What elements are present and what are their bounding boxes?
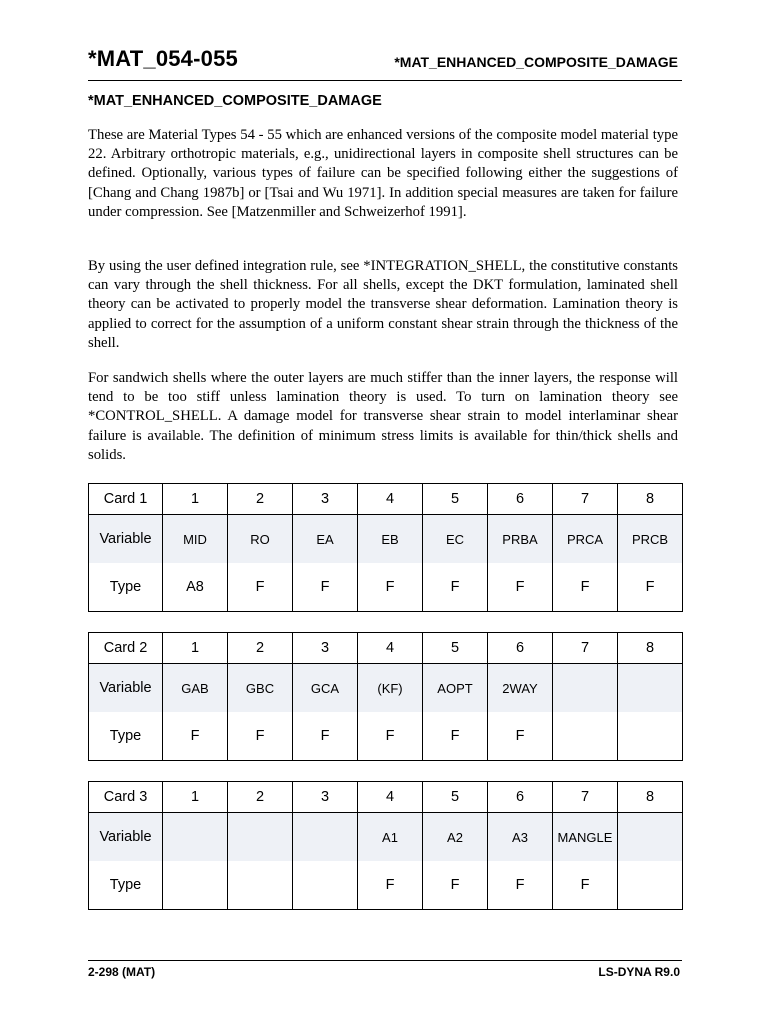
column-number: 6	[488, 633, 553, 664]
variable-cell	[553, 664, 618, 713]
card-3-table	[88, 781, 683, 910]
type-cell: F	[423, 712, 488, 761]
type-cell: F	[488, 861, 553, 910]
column-number: 7	[553, 484, 618, 515]
type-row	[89, 712, 683, 761]
header-section-id: *MAT_054-055	[88, 46, 238, 71]
column-number: 7	[553, 633, 618, 664]
column-number: 8	[618, 484, 683, 515]
column-number: 8	[618, 782, 683, 813]
column-number: 4	[358, 633, 423, 664]
column-number: 1	[163, 782, 228, 813]
column-number: 7	[553, 782, 618, 813]
type-cell: F	[293, 563, 358, 612]
type-cell: F	[553, 861, 618, 910]
type-cell: F	[553, 563, 618, 612]
variable-label: Variable	[89, 515, 163, 564]
page-footer	[88, 960, 682, 983]
variable-row	[89, 813, 683, 862]
card-label: Card 2	[89, 633, 163, 664]
column-number: 3	[293, 484, 358, 515]
column-number: 4	[358, 782, 423, 813]
paragraph-integration: By using the user defined integration rule, see *INTEGRATION_SHELL, the constitutive constants can vary through the shell thickness. For all shells, except the DKT formulation, laminated shell theory can be activated to properly model the transverse shear deformation. Lamination theory is applied to correct for the assumption of a uniform constant shear strain through the thickness of the shell.	[88, 258, 678, 351]
variable-cell: A3	[488, 813, 553, 862]
variable-cell: A2	[423, 813, 488, 862]
type-cell	[293, 861, 358, 910]
column-number: 4	[358, 484, 423, 515]
column-number: 5	[423, 633, 488, 664]
variable-cell: PRCA	[553, 515, 618, 564]
type-cell: A8	[163, 563, 228, 612]
variable-cell: EB	[358, 515, 423, 564]
paragraph-sandwich: For sandwich shells where the outer layers are much stiffer than the inner layers, the response will tend to be too stiff unless lamination theory is used. To turn on lamination theory see *CONTROL_SHELL. A damage model for transverse shear strain to model interlaminar shear failure is available. The definition of minimum stress limits is available for thin/thick shells and solids.	[88, 370, 678, 463]
type-cell: F	[163, 712, 228, 761]
type-cell: F	[488, 563, 553, 612]
header-keyword: *MAT_ENHANCED_COMPOSITE_DAMAGE	[394, 54, 678, 70]
variable-cell	[293, 813, 358, 862]
card-label: Card 3	[89, 782, 163, 813]
type-cell: F	[358, 712, 423, 761]
type-label: Type	[89, 563, 163, 612]
variable-cell	[618, 813, 683, 862]
variable-cell: RO	[228, 515, 293, 564]
variable-row	[89, 515, 683, 564]
type-cell: F	[293, 712, 358, 761]
column-number: 1	[163, 633, 228, 664]
type-cell	[228, 861, 293, 910]
type-cell: F	[358, 563, 423, 612]
column-number: 1	[163, 484, 228, 515]
card-label: Card 1	[89, 484, 163, 515]
card-header-row	[89, 633, 683, 664]
variable-cell	[618, 664, 683, 713]
variable-cell	[228, 813, 293, 862]
column-number: 2	[228, 633, 293, 664]
column-number: 2	[228, 782, 293, 813]
column-number: 5	[423, 484, 488, 515]
type-cell	[618, 712, 683, 761]
variable-cell: AOPT	[423, 664, 488, 713]
type-cell	[163, 861, 228, 910]
column-number: 2	[228, 484, 293, 515]
paragraph-intro: These are Material Types 54 - 55 which are enhanced versions of the composite model material type 22. Arbitrary orthotropic materials, e.g., unidirectional layers in composite shell structures can be defined. Optionally, various types of failure can be specified following either the suggestions of [Chang and Chang 1987b] or [Tsai and Wu 1971]. In addition special measures are taken for failure under compression. See [Matzenmiller and Schweizerhof 1991].	[88, 127, 678, 220]
column-number: 8	[618, 633, 683, 664]
type-label: Type	[89, 861, 163, 910]
variable-cell: MANGLE	[553, 813, 618, 862]
column-number: 3	[293, 633, 358, 664]
section-title: *MAT_ENHANCED_COMPOSITE_DAMAGE	[88, 93, 382, 109]
variable-cell: 2WAY	[488, 664, 553, 713]
card-header-row	[89, 484, 683, 515]
column-number: 3	[293, 782, 358, 813]
type-row	[89, 563, 683, 612]
type-cell: F	[228, 712, 293, 761]
type-cell: F	[358, 861, 423, 910]
column-number: 6	[488, 782, 553, 813]
card-2-table	[88, 632, 683, 761]
type-cell: F	[488, 712, 553, 761]
type-cell: F	[423, 563, 488, 612]
card-1-table	[88, 483, 683, 612]
product-version: LS-DYNA R9.0	[598, 965, 680, 979]
type-cell: F	[228, 563, 293, 612]
variable-cell	[163, 813, 228, 862]
column-number: 5	[423, 782, 488, 813]
variable-cell: EC	[423, 515, 488, 564]
variable-cell: EA	[293, 515, 358, 564]
type-cell: F	[423, 861, 488, 910]
variable-cell: A1	[358, 813, 423, 862]
variable-cell: MID	[163, 515, 228, 564]
type-cell: F	[618, 563, 683, 612]
variable-cell: PRCB	[618, 515, 683, 564]
page-number: 2-298 (MAT)	[88, 965, 156, 979]
page-header	[88, 44, 682, 81]
type-label: Type	[89, 712, 163, 761]
variable-cell: GBC	[228, 664, 293, 713]
type-row	[89, 861, 683, 910]
variable-row	[89, 664, 683, 713]
variable-cell: GAB	[163, 664, 228, 713]
variable-cell: (KF)	[358, 664, 423, 713]
column-number: 6	[488, 484, 553, 515]
type-cell	[553, 712, 618, 761]
variable-cell: GCA	[293, 664, 358, 713]
type-cell	[618, 861, 683, 910]
variable-cell: PRBA	[488, 515, 553, 564]
card-header-row	[89, 782, 683, 813]
variable-label: Variable	[89, 664, 163, 713]
variable-label: Variable	[89, 813, 163, 862]
